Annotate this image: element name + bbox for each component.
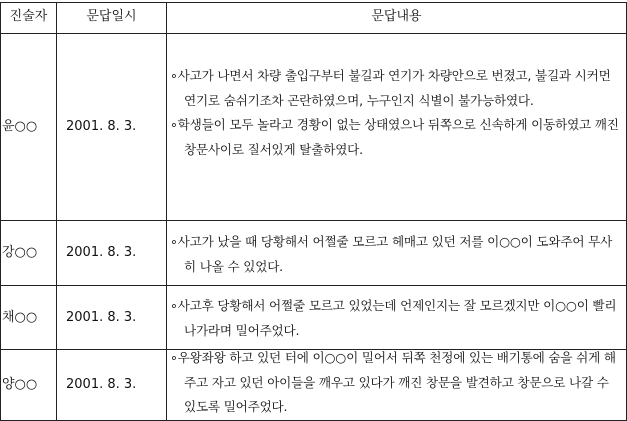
row-date: 2001. 8. 3.: [66, 245, 137, 260]
content-paragraph: ∘사고가 나면서 차량 출입구부터 불길과 연기가 차량안으로 번졌고, 불길과 시커먼 연기로 숨쉬기조차 곤란하였으며, 누구인지 식별이 불가능하였다.: [170, 68, 611, 108]
row-content: [170, 64, 622, 162]
row-date: 2001. 8. 3.: [66, 119, 137, 134]
row-content: [170, 294, 622, 343]
row-speaker: 윤○○: [2, 119, 38, 134]
column-divider: [166, 2, 167, 421]
content-paragraph: ∘사고가 났을 때 당황해서 어쩔줄 모르고 헤매고 있던 저를 이○○이 도와주어 무사히 나올 수 있었다.: [170, 234, 613, 274]
header-date: 문답일시: [86, 9, 137, 24]
content-paragraph: ∘우왕좌왕 하고 있던 터에 이○○이 밀어서 뒤쪽 천정에 있는 배기통에 숨을 쉬게 해 주고 자고 있던 아이들을 깨우고 있다가 깨진 창문을 발견하고 창문으로 나갈 수 있도록 밀어주었다.: [170, 350, 616, 414]
row-date: 2001. 8. 3.: [66, 310, 137, 325]
row-speaker: 채○○: [2, 310, 38, 325]
row-content: [170, 230, 622, 279]
header-content: 문답내용: [371, 9, 422, 24]
row-divider: [0, 285, 627, 286]
row-speaker: 강○○: [2, 245, 38, 260]
table-border-left: [0, 2, 1, 421]
row-speaker: 양○○: [2, 377, 38, 392]
row-date: 2001. 8. 3.: [66, 377, 137, 392]
content-paragraph: ∘학생들이 모두 놀라고 경황이 없는 상태였으나 뒤쪽으로 신속하게 이동하였고 깨진 창문사이로 질서있게 탈출하였다.: [170, 117, 619, 157]
header-speaker: 진술자: [9, 9, 48, 24]
row-content: [170, 346, 622, 420]
column-divider: [56, 2, 57, 421]
row-divider: [0, 220, 627, 221]
content-paragraph: ∘사고후 당황해서 어쩔줄 모르고 있었는데 언제인지는 잘 모르겠지만 이○○이 빨리 나가라며 밀어주었다.: [170, 298, 617, 338]
table-border-top: [0, 2, 627, 3]
header-divider: [0, 33, 627, 34]
